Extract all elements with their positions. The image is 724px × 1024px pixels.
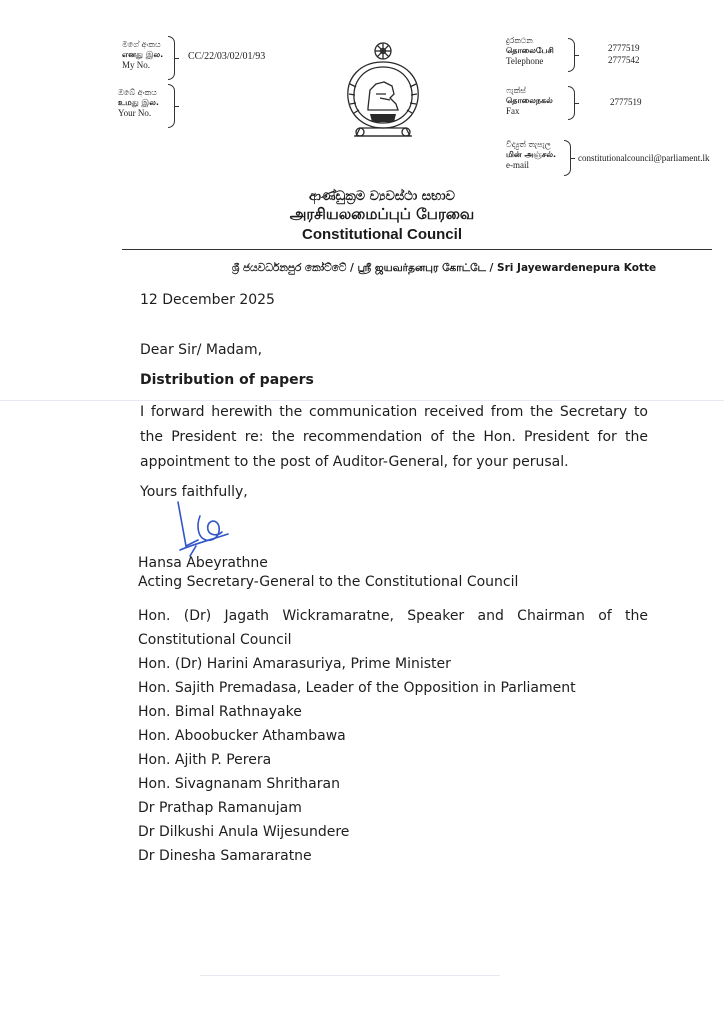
national-emblem-logo: [340, 38, 426, 142]
signatory-title: Acting Secretary-General to the Constitutional Council: [138, 574, 519, 590]
my-no-value: CC/22/03/02/01/93: [188, 51, 266, 62]
recipient-item: Hon. (Dr) Harini Amarasuriya, Prime Minister: [138, 656, 451, 672]
my-no-label-en: My No.: [122, 60, 151, 70]
signatory-name: Hansa Abeyrathne: [138, 555, 268, 571]
telephone-brace: [568, 38, 575, 72]
email-block: [506, 140, 566, 171]
letter-date: 12 December 2025: [140, 292, 275, 308]
letter-body: I forward herewith the communication received from the Secretary to the President re: the recommendation of the Hon. President for the appointment to the post of Auditor-General, for your perusal.: [140, 404, 648, 470]
telephone-values: [608, 42, 640, 66]
your-no-block: [118, 88, 170, 119]
my-no-block: [122, 40, 170, 71]
address-line: ශ්‍රී ජයවර්ධනපුර කෝට්ටේ / ஸ்ரீ ஜயவர்தனபுர கோட்டே / Sri Jayewardenepura Kotte: [231, 262, 657, 274]
email-label-en: e-mail: [506, 160, 529, 170]
telephone-block: [506, 36, 570, 67]
my-no-label-ta: எனது இல.: [122, 50, 164, 59]
fax-value: 2777519: [610, 97, 642, 107]
header-divider: [122, 249, 712, 250]
your-no-brace: [168, 84, 175, 128]
recipient-item: Dr Dilkushi Anula Wijesundere: [138, 824, 350, 840]
your-no-label-ta: உமது இல.: [118, 98, 159, 107]
my-no-label-si: මගේ අංකය: [122, 40, 161, 49]
your-no-label-si: ඔබේ අංකය: [118, 88, 157, 97]
recipient-item: Dr Dinesha Samararatne: [138, 848, 312, 864]
fax-label-en: Fax: [506, 106, 520, 116]
my-no-brace: [168, 36, 175, 80]
telephone-label-en: Telephone: [506, 56, 544, 66]
recipient-item: Hon. Bimal Rathnayake: [138, 704, 302, 720]
telephone-label-ta: தொலைபேசி: [506, 46, 554, 55]
fax-brace: [568, 86, 575, 120]
recipient-item: Hon. Sivagnanam Shritharan: [138, 776, 340, 792]
recipient-item: Hon. Ajith P. Perera: [138, 752, 272, 768]
email-label-ta: மின் அஞ்சல்.: [506, 150, 557, 159]
org-name-block: [0, 188, 724, 245]
closing: Yours faithfully,: [140, 484, 248, 500]
org-name-ta: அரசியலமைப்புப் பேரவை: [289, 205, 475, 223]
email-value[interactable]: constitutionalcouncil@parliament.lk: [578, 153, 710, 163]
telephone-label-si: දුරකථන: [506, 36, 533, 45]
org-name-en: Constitutional Council: [302, 226, 462, 243]
fax-label-si: ෆැක්ස්: [506, 86, 526, 95]
fax-block: [506, 86, 570, 117]
recipient-item: Dr Prathap Ramanujam: [138, 800, 302, 816]
recipient-item: Hon. (Dr) Jagath Wickramaratne, Speaker and Chairman of the Constitutional Council: [138, 608, 648, 648]
your-no-label-en: Your No.: [118, 108, 152, 118]
fax-label-ta: தொலைநகல்: [506, 96, 553, 105]
recipient-item: Hon. Sajith Premadasa, Leader of the Opposition in Parliament: [138, 680, 576, 696]
email-label-si: විද්‍යුත් තැපැල: [506, 140, 551, 149]
emblem-icon: [340, 38, 426, 142]
telephone-value-2: 2777542: [608, 55, 640, 65]
org-name-si: ආණ්ඩුක්‍රම ව්‍යවස්ථා සභාව: [309, 189, 455, 204]
subject-heading: Distribution of papers: [140, 372, 314, 388]
telephone-value-1: 2777519: [608, 43, 640, 53]
email-brace: [564, 140, 571, 176]
salutation: Dear Sir/ Madam,: [140, 342, 263, 358]
recipient-item: Hon. Aboobucker Athambawa: [138, 728, 346, 744]
scan-artifact-line: [200, 975, 500, 976]
